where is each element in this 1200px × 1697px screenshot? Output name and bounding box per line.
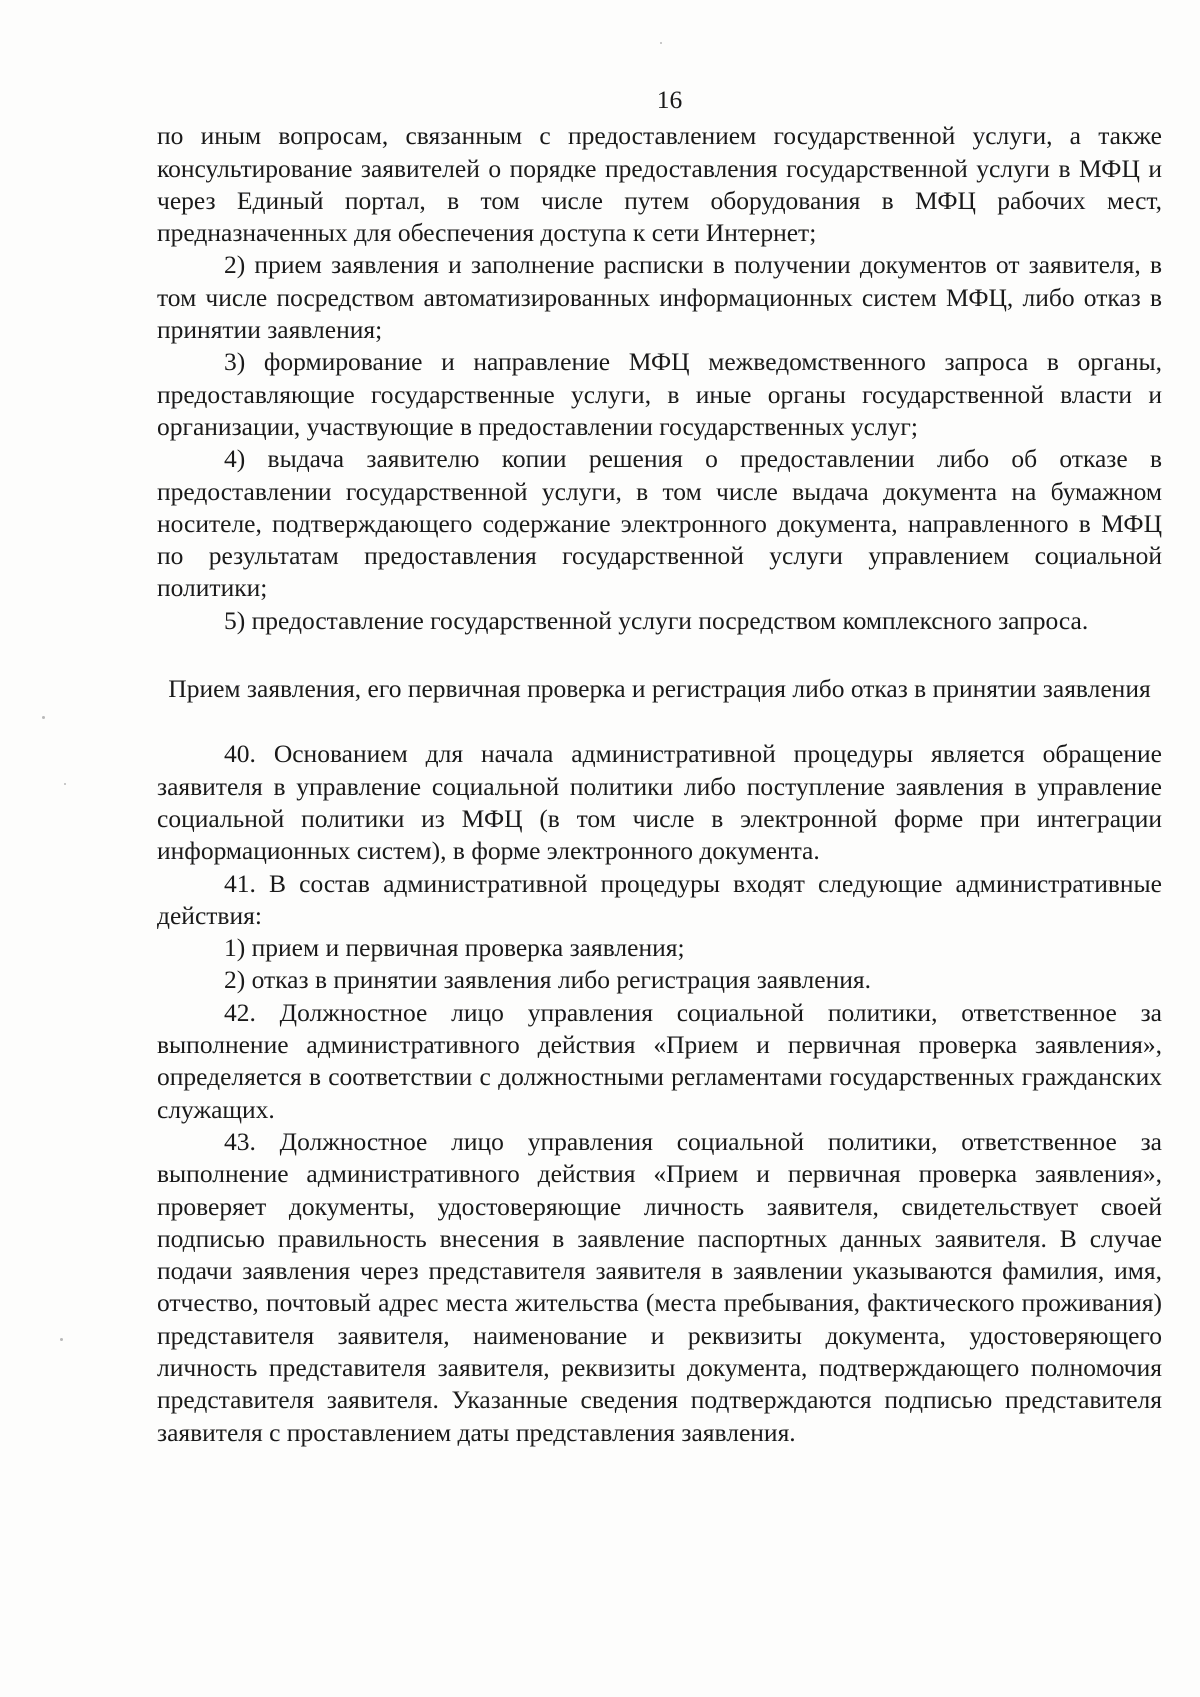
scan-artifact xyxy=(60,1338,63,1341)
document-body xyxy=(157,84,1162,1449)
section-heading: Прием заявления, его первичная проверка и регистрация либо отказ в принятии заявления xyxy=(168,674,1151,704)
clause-41: 41. В состав административной процедуры входят следующие административные действия: xyxy=(157,868,1162,930)
paragraph-continuation: по иным вопросам, связанным с предоставлением государственной услуги, а также консультирование заявителей о порядке предоставления государственной услуги в МФЦ и через Единый портал, в том числе путем оборудования в МФЦ рабочих мест, предназначенных для обеспечения доступа к сети Интернет; xyxy=(157,121,1162,248)
clause-40: 40. Основанием для начала административной процедуры является обращение заявителя в управление социальной политики либо поступление заявления в управление социальной политики из МФЦ (в том числе в электронной форме при интеграции информационных систем), в форме электронного документа. xyxy=(157,739,1162,866)
list-item-2: 2) прием заявления и заполнение расписки в получении документов от заявителя, в том числе посредством автоматизированных информационных систем МФЦ, либо отказ в принятии заявления; xyxy=(157,250,1162,345)
list-item-5: 5) предоставление государственной услуги посредством комплексного запроса. xyxy=(224,605,1089,635)
heading-spacer xyxy=(157,705,1162,738)
clause-41-item-2: 2) отказ в принятии заявления либо регистрация заявления. xyxy=(224,965,872,995)
list-item-4: 4) выдача заявителю копии решения о предоставлении либо об отказе в предоставлении государственной услуги, в том числе выдача документа на бумажном носителе, подтверждающего содержание электронного документа, направленного в МФЦ по результатам предоставления государственной услуги управлением социальной политики; xyxy=(157,444,1162,603)
list-item-3: 3) формирование и направление МФЦ межведомственного запроса в органы, предоставляющие государственные услуги, в иные органы государственной власти и организации, участвующие в предоставлении государственных услуг; xyxy=(157,347,1162,441)
clause-41-item-1: 1) прием и первичная проверка заявления; xyxy=(224,933,685,963)
clause-42: 42. Должностное лицо управления социальной политики, ответственное за выполнение административного действия «Прием и первичная проверка заявления», определяется в соответствии с должностными регламентами государственных гражданских служащих. xyxy=(157,997,1162,1124)
clause-43: 43. Должностное лицо управления социальной политики, ответственное за выполнение административного действия «Прием и первичная проверка заявления», проверяет документы, удостоверяющие личность заявителя, свидетельствует своей подписью правильность внесения в заявление паспортных данных заявителя. В случае подачи заявления через представителя заявителя в заявлении указываются фамилия, имя, отчество, почтовый адрес места жительства (места пребывания, фактического проживания) представителя заявителя, наименование и реквизиты документа, удостоверяющего личность представителя заявителя, реквизиты документа, подтверждающего полномочия представителя заявителя. Указанные сведения подтверждаются подписью представителя заявителя с проставлением даты представления заявления. xyxy=(157,1126,1162,1447)
page-number: 16 xyxy=(656,85,683,114)
scan-artifact xyxy=(64,783,66,785)
scan-artifact xyxy=(42,716,45,719)
scan-artifact xyxy=(660,42,662,44)
